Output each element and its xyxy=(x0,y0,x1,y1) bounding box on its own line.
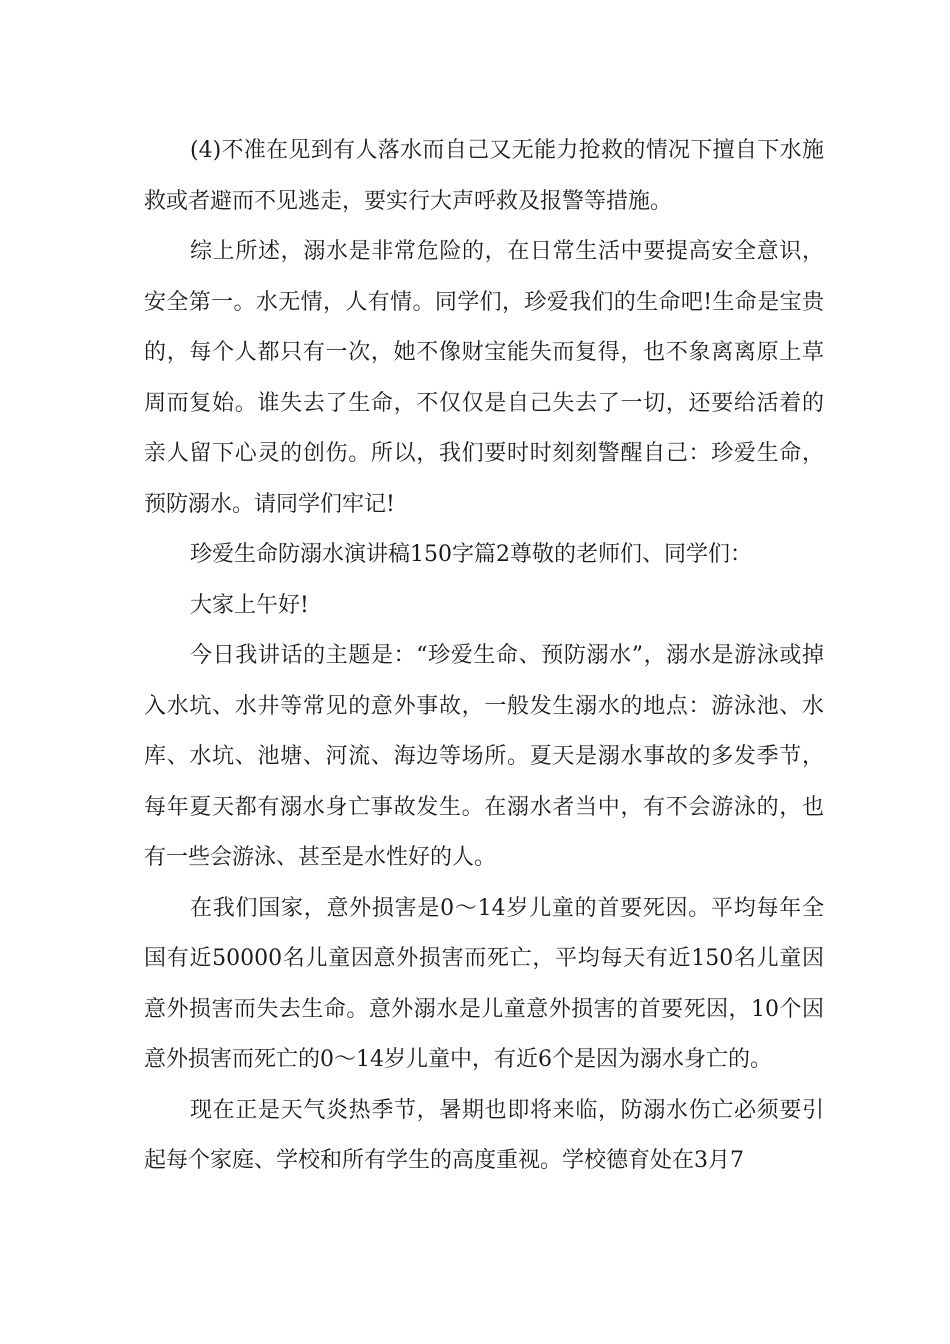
paragraph-season: 现在正是天气炎热季节，暑期也即将来临，防溺水伤亡必须要引起每个家庭、学校和所有学生的高度重视。学校德育处在3月7 xyxy=(144,1097,824,1173)
paragraph-rescue-rule: (4)不准在见到有人落水而自己又无能力抢救的情况下擅自下水施救或者避而不见逃走，要实行大声呼救及报警等措施。 xyxy=(144,138,824,214)
paragraph-statistics: 在我们国家，意外损害是0～14岁儿童的首要死因。平均每年全国有近50000名儿童因意外损害而死亡，平均每天有近150名儿童因意外损害而失去生命。意外溺水是儿童意外损害的首要死因，10个因意外损害而死亡的0～14岁儿童中，有近6个是因为溺水身亡的。 xyxy=(144,895,824,1072)
paragraph-speech-heading: 珍爱生命防溺水演讲稿150字篇2尊敬的老师们、同学们： xyxy=(190,542,752,567)
paragraph-greeting: 大家上午好! xyxy=(190,592,309,618)
paragraph-summary: 综上所述，溺水是非常危险的，在日常生活中要提高安全意识，安全第一。水无情，人有情。同学们，珍爱我们的生命吧!生命是宝贵的，每个人都只有一次，她不像财宝能失而复得，也不象离离原上草周而复始。谁失去了生命，不仅仅是自己失去了一切，还要给活着的亲人留下心灵的创伤。所以，我们要时时刻刻警醒自己：珍爱生命，预防溺水。请同学们牢记! xyxy=(144,239,824,517)
document-body xyxy=(144,126,824,1187)
paragraph-topic: 今日我讲话的主题是：“珍爱生命、预防溺水”，溺水是游泳或掉入水坑、水井等常见的意外事故，一般发生溺水的地点：游泳池、水库、水坑、池塘、河流、海边等场所。夏天是溺水事故的多发季节，每年夏天都有溺水身亡事故发生。在溺水者当中，有不会游泳的，也有一些会游泳、甚至是水性好的人。 xyxy=(144,643,824,870)
